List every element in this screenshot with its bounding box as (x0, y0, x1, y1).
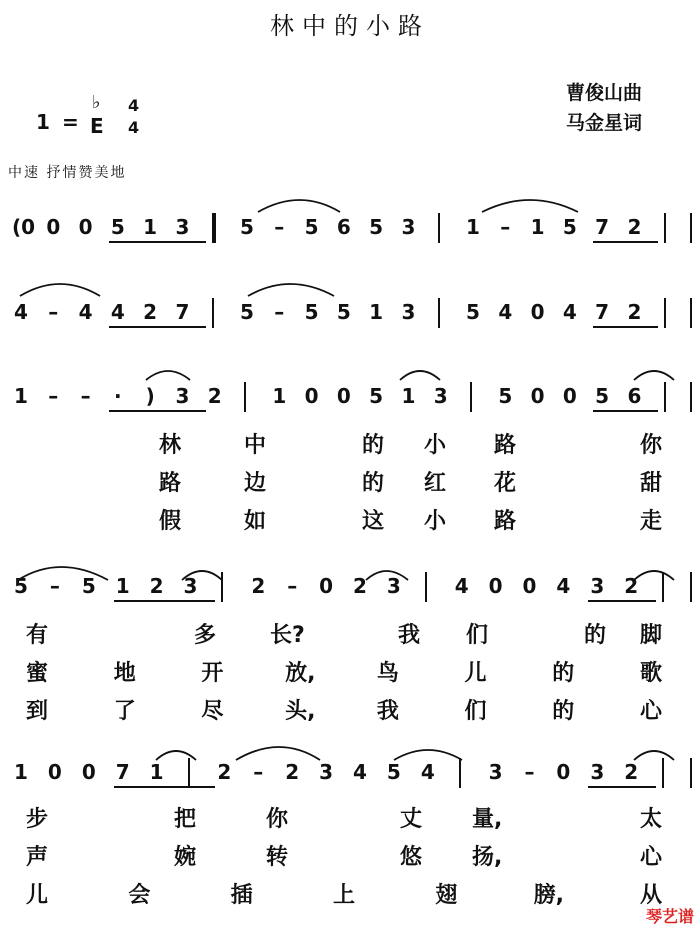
note: 4 (420, 760, 435, 784)
tempo-marking: 中速 抒情赞美地 (8, 165, 127, 181)
note: 2 (624, 760, 639, 784)
lyric-syllable: 儿 (25, 883, 48, 908)
note: 5 (14, 574, 28, 598)
lyric-syllable: 开 (201, 661, 224, 686)
note: – (274, 300, 285, 324)
lyric-syllable: 花 (493, 471, 516, 496)
note: 0 (78, 215, 93, 239)
note: 0 (336, 384, 351, 408)
note: 3 (433, 384, 448, 408)
lyric-syllable: 的 (552, 661, 575, 686)
lyric-syllable: 会 (128, 883, 151, 908)
key-one: 1 (36, 110, 50, 134)
note: 5 (498, 384, 513, 408)
note: 2 (353, 574, 367, 598)
lyric-syllable: 了 (113, 699, 136, 724)
lyric-syllable: 走 (639, 509, 662, 534)
lyric-syllable: 头, (285, 699, 316, 724)
note: 2 (627, 300, 642, 324)
note: 4 (78, 300, 93, 324)
note: 0 (556, 760, 571, 784)
lyric-syllable: 脚 (639, 623, 662, 648)
lyric-syllable: 林 (158, 433, 181, 458)
note: – (80, 384, 91, 408)
note: 3 (401, 215, 416, 239)
note: 4 (562, 300, 577, 324)
note: 7 (115, 760, 130, 784)
note: 0 (562, 384, 577, 408)
lyric-syllable: 的 (583, 623, 606, 648)
lyric-syllable: 量, (472, 807, 503, 832)
note: 0 (81, 760, 96, 784)
note: 1 (272, 384, 287, 408)
lyric-syllable: 我 (397, 623, 420, 648)
note: – (524, 760, 535, 784)
note: 0 (319, 574, 334, 598)
lyric-syllable: 路 (493, 509, 516, 534)
note: – (48, 384, 59, 408)
note: 3 (590, 760, 605, 784)
note: 0 (46, 215, 61, 239)
key-equals: = (62, 110, 79, 134)
lyric-syllable: 有 (25, 623, 48, 648)
note: ) (145, 384, 155, 408)
lyric-syllable: 路 (493, 433, 516, 458)
lyric-syllable: 翅 (435, 883, 458, 908)
note: 2 (143, 300, 158, 324)
lyric-syllable: 心 (639, 699, 662, 724)
composer-credit: 曹俊山曲 (566, 82, 643, 104)
note: 5 (562, 215, 577, 239)
note: 5 (240, 300, 254, 324)
note: 3 (183, 574, 198, 598)
note: 3 (488, 760, 503, 784)
lyric-syllable: 蜜 (25, 661, 48, 686)
lyric-syllable: 声 (25, 845, 48, 870)
note: 5 (595, 384, 610, 408)
lyric-syllable: 上 (332, 883, 355, 908)
note: 2 (627, 215, 642, 239)
note: 4 (14, 300, 28, 324)
note: 5 (466, 300, 480, 324)
note: 4 (454, 574, 469, 598)
lyric-syllable: 路 (158, 471, 181, 496)
lyric-syllable: 的 (552, 699, 575, 724)
note: 3 (401, 300, 416, 324)
lyric-syllable: 地 (113, 661, 136, 686)
lyric-syllable: 如 (243, 509, 266, 534)
note: 5 (81, 574, 96, 598)
note: 0 (522, 574, 537, 598)
lyric-syllable: 扬, (472, 845, 503, 870)
lyric-syllable: 尽 (201, 699, 224, 724)
note: 1 (14, 760, 28, 784)
note: 4 (110, 300, 125, 324)
lyric-syllable: 们 (465, 623, 488, 648)
note: 2 (624, 574, 639, 598)
lyric-syllable: 长? (270, 623, 305, 648)
lyric-syllable: 从 (639, 883, 662, 908)
lyric-syllable: 放, (285, 661, 316, 686)
watermark-logo: 琴艺谱 (645, 907, 694, 926)
key-letter: E (90, 114, 104, 138)
note: 1 (149, 760, 164, 784)
note: – (253, 760, 264, 784)
note: 4 (556, 574, 571, 598)
note: 2 (207, 384, 222, 408)
note: 1 (466, 215, 480, 239)
lyric-syllable: 太 (639, 807, 662, 832)
note: 3 (319, 760, 334, 784)
lyric-syllable: 小 (423, 509, 446, 534)
note: 2 (217, 760, 232, 784)
lyricist-credit: 马金星词 (566, 112, 643, 134)
lyric-syllable: 的 (361, 471, 384, 496)
lyric-syllable: 我 (376, 699, 399, 724)
note: 3 (175, 215, 190, 239)
lyric-syllable: 们 (464, 699, 487, 724)
note: 2 (251, 574, 266, 598)
note: 0 (47, 760, 62, 784)
lyric-syllable: 步 (25, 807, 48, 832)
note: 0 (488, 574, 503, 598)
song-title: 林中的小路 (270, 12, 430, 40)
lyric-syllable: 红 (423, 471, 446, 496)
note: 5 (304, 300, 319, 324)
lyric-syllable: 转 (265, 845, 288, 870)
note: 5 (304, 215, 319, 239)
note: 1 (369, 300, 384, 324)
lyric-syllable: 歌 (639, 661, 662, 686)
lyric-syllable: 心 (639, 845, 662, 870)
note: 0 (530, 384, 545, 408)
lyric-syllable: 把 (173, 807, 196, 832)
lyric-syllable: 鸟 (376, 661, 399, 686)
lyric-syllable: 的 (361, 433, 384, 458)
lyric-syllable: 婉 (173, 845, 196, 870)
note: 2 (149, 574, 164, 598)
lyric-syllable: 多 (193, 623, 216, 648)
note: 1 (14, 384, 28, 408)
time-sig-top: 4 (128, 96, 140, 115)
lyric-syllable: 到 (25, 699, 48, 724)
note: 1 (401, 384, 416, 408)
note: 5 (369, 215, 384, 239)
lyric-syllable: 小 (423, 433, 446, 458)
note: 1 (143, 215, 158, 239)
note: 7 (595, 300, 610, 324)
lyric-syllable: 儿 (464, 661, 487, 686)
lyric-syllable: 丈 (399, 807, 422, 832)
note: · (114, 384, 122, 408)
note: 6 (336, 215, 351, 239)
lyric-syllable: 边 (243, 471, 266, 496)
note: 0 (304, 384, 319, 408)
note: – (287, 574, 298, 598)
note: 2 (285, 760, 300, 784)
note: 7 (175, 300, 190, 324)
lyric-syllable: 中 (243, 433, 266, 458)
note: 1 (530, 215, 545, 239)
note: 6 (627, 384, 642, 408)
lyric-syllable: 膀, (533, 883, 565, 908)
note: 3 (386, 574, 401, 598)
lyric-syllable: 这 (361, 509, 384, 534)
note: (0 (12, 215, 36, 239)
time-sig-bottom: 4 (128, 118, 140, 137)
note: 0 (530, 300, 545, 324)
note: 3 (590, 574, 605, 598)
lyric-syllable: 你 (265, 807, 288, 832)
lyric-syllable: 悠 (399, 845, 422, 870)
note: 5 (336, 300, 351, 324)
note: 5 (369, 384, 384, 408)
note: 7 (595, 215, 610, 239)
note: 1 (115, 574, 130, 598)
note: 5 (110, 215, 125, 239)
note: – (48, 300, 59, 324)
note: 4 (353, 760, 367, 784)
key-flat: ♭ (92, 92, 101, 113)
note: – (274, 215, 285, 239)
note: – (500, 215, 511, 239)
lyric-syllable: 插 (230, 883, 253, 908)
note: 3 (175, 384, 190, 408)
note: 5 (386, 760, 401, 784)
note: – (49, 574, 60, 598)
lyric-syllable: 假 (158, 509, 181, 534)
lyric-syllable: 你 (639, 433, 662, 458)
note: 4 (498, 300, 513, 324)
note: 5 (240, 215, 254, 239)
lyric-syllable: 甜 (639, 471, 662, 496)
